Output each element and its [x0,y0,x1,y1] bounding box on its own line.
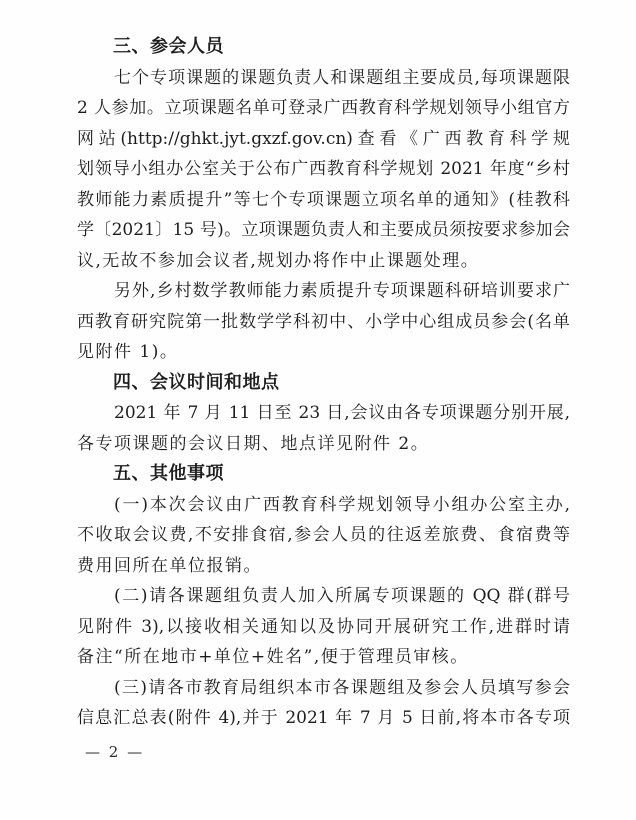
text-line: 学〔2021〕15 号)。立项课题负责人和主要成员须按要求参加会 [77,220,570,240]
text-line: (三)请各市教育局组织本市各课题组及参会人员填写参会 [114,677,570,698]
text-line: 不收取会议费,不安排食宿,参会人员的往返差旅费、食宿费等 [77,525,570,545]
text-line: 议,无故不参加会议者,规划办将作中止课题处理。 [77,250,480,271]
section-heading: 五、其他事项 [113,463,224,484]
text-line: 西教育研究院第一批数学学科初中、小学中心组成员参会(名单 [77,311,570,332]
text-line: 费用回所在单位报销。 [77,555,262,576]
page-number: — 2 — [85,743,145,761]
text-line: 2 人参加。立项课题名单可登录广西教育科学规划领导小组官方 [77,98,570,118]
text-line: 见附件 1)。 [77,342,179,362]
text-line: 2021 年 7 月 11 日至 23 日,会议由各专项课题分别开展, [114,403,570,423]
text-line: 七个专项课题的课题负责人和课题组主要成员,每项课题限 [114,67,570,88]
text-line: (一)本次会议由广西教育科学规划领导小组办公室主办, [114,494,570,515]
text-line: 教师能力素质提升”等七个专项课题立项名单的通知》(桂教科 [77,189,570,210]
text-line: 备注“所在地市+单位+姓名”,便于管理员审核。 [77,647,469,667]
text-line: 网站(http://ghkt.jyt.gxzf.gov.cn)查看《广西教育科学规 [77,128,570,149]
text-line: 信息汇总表(附件 4),并于 2021 年 7 月 5 日前,将本市各专项 [77,708,570,728]
section-heading: 三、参会人员 [113,36,224,57]
text-line: 见附件 3),以接收相关通知以及协同开展研究工作,进群时请 [77,616,570,637]
text-line: (二)请各课题组负责人加入所属专项课题的 QQ 群(群号 [114,586,570,606]
text-line: 另外,乡村数学教师能力素质提升专项课题科研培训要求广 [114,281,570,301]
document-content [77,32,570,734]
text-line: 各专项课题的会议日期、地点详见附件 2。 [77,433,430,454]
section-heading: 四、会议时间和地点 [113,371,280,393]
text-line: 划领导小组办公室关于公布广西教育科学规划 2021 年度“乡村 [77,159,570,179]
